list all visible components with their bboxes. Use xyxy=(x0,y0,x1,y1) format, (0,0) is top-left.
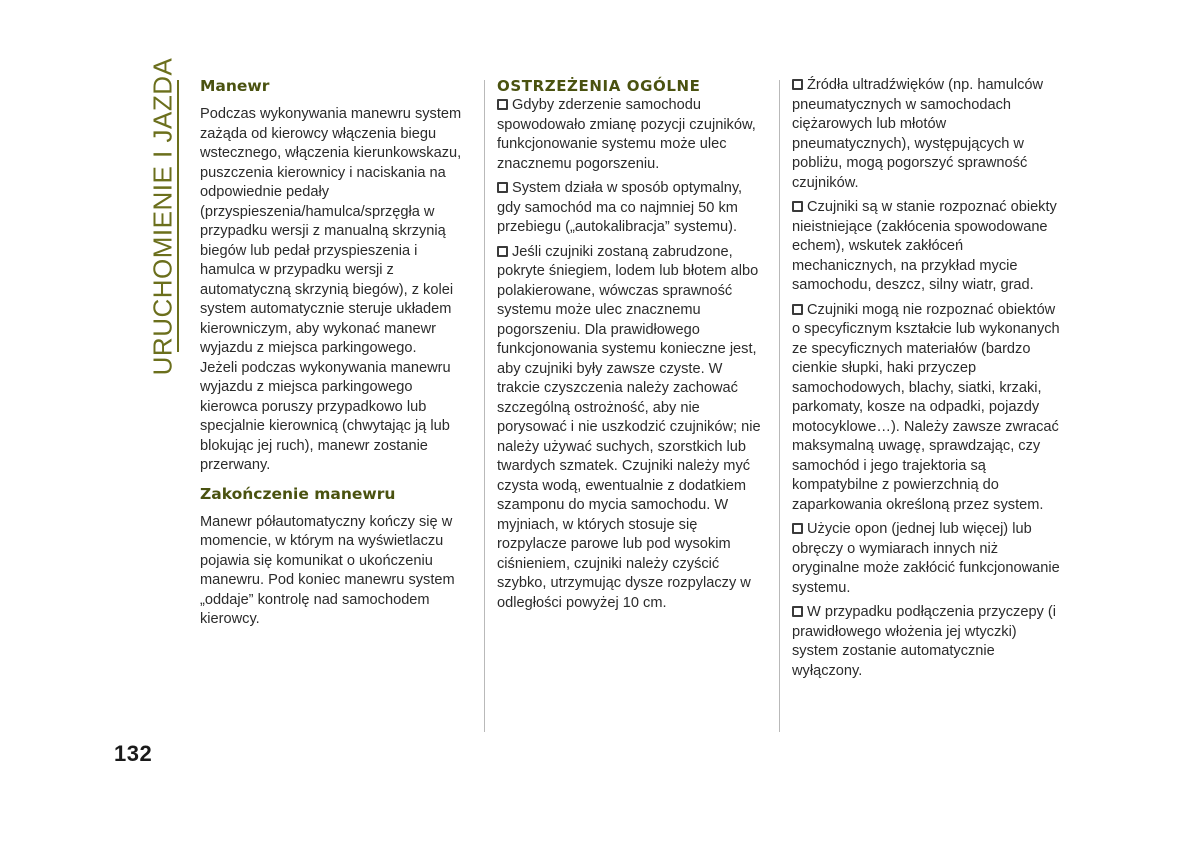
checkbox-bullet-icon xyxy=(792,523,803,534)
paragraph: Jeżeli podczas wykonywania manewru wyjazdu z miejsca parkingowego kierowca poruszy przypadkowo lub specjalnie kierownicą (chwytając ją lub blokując jej ruch), manewr zostanie przerwany. xyxy=(200,359,451,473)
paragraph: Podczas wykonywania manewru system zażąda od kierowcy włączenia biegu wstecznego, włączenia kierunkowskazu, puszczenia kierownicy i naciskania na odpowiednie pedały (przyspieszenia/hamulca/sprzęgła w przypadku wersji z manualną skrzynią biegów lub pedał przyspieszenia i hamulca w przypadku wersji z automatyczną skrzynią biegów), z kolei system automatycznie steruje układem kierowniczym, aby wykonać manewr wyjazdu z miejsca parkingowego. xyxy=(200,106,462,356)
section-heading-manewr: Manewr xyxy=(200,77,270,95)
column-1 xyxy=(200,76,472,630)
checkbox-bullet-icon xyxy=(792,304,803,315)
warning-item: Czujniki są w stanie rozpoznać obiekty nieistniejące (zakłócenia spowodowane echem), wskutek zakłóceń mechanicznych, na przykład mycie samochodu, deszcz, silny wiatr, grad. xyxy=(792,199,1057,293)
warning-item: Źródła ultradźwięków (np. hamulców pneumatycznych w samochodach ciężarowych lub młotów pneumatycznych), występujących w pobliżu, mogą pogorszyć sprawność czujników. xyxy=(792,77,1044,191)
warnings-heading: OSTRZEŻENIA OGÓLNE xyxy=(497,77,701,95)
chapter-title-text: URUCHOMIENIE I JAZDA xyxy=(147,57,178,375)
checkbox-bullet-icon xyxy=(792,79,803,90)
warning-item: Czujniki mogą nie rozpoznać obiektów o specyficznym kształcie lub wykonanych ze specyficznych materiałów (bardzo cienkie słupki, haki przyczep samochodowych, blachy, siatki, krzaki, parkomaty, kosze na odpadki, pojazdy motocyklowe…). Należy zawsze zwracać maksymalną uwagę, sprawdzając, czy samochód i jego trajektoria są kompatybilne z powierzchnią do zaparkowania określoną przez system. xyxy=(792,301,1060,513)
warning-item: Jeśli czujniki zostaną zabrudzone, pokryte śniegiem, lodem lub błotem albo polakierowane, wówczas sprawność systemu może ulec znacznemu pogorszeniu. Dla prawidłowego funkcjonowania systemu konieczne jest, aby czujniki były zawsze czyste. W trakcie czyszczenia należy zachować szczególną ostrożność, aby nie porysować i nie uszkodzić czujników; nie należy używać suchych, szorstkich lub twardych szmatek. Czujniki należy myć czysta wodą, ewentualnie z dodatkiem szamponu do mycia samochodu. W myjniach, w których stosuje się rozpylacze parowe lub pod wysokim ciśnieniem, czujniki należy czyścić szybko, utrzymując dysze rozpylaczy w odległości powyżej 10 cm. xyxy=(497,243,761,611)
checkbox-bullet-icon xyxy=(792,606,803,617)
warning-item: System działa w sposób optymalny, gdy samochód ma co najmniej 50 km przebiegu („autokalibracja” systemu). xyxy=(497,180,743,235)
chapter-side-rule xyxy=(177,80,179,352)
warning-item: W przypadku podłączenia przyczepy (i prawidłowego włożenia jej wtyczki) system zostanie automatycznie wyłączony. xyxy=(792,604,1057,679)
warning-item: Użycie opon (jednej lub więcej) lub obręczy o wymiarach innych niż oryginalne może zakłócić funkcjonowanie systemu. xyxy=(792,521,1060,596)
checkbox-bullet-icon xyxy=(497,246,508,257)
checkbox-bullet-icon xyxy=(497,99,508,110)
column-3 xyxy=(792,76,1064,686)
page-number: 132 xyxy=(114,741,153,766)
paragraph: Manewr półautomatyczny kończy się w momencie, w którym na wyświetlaczu pojawia się komunikat o ukończeniu manewru. Pod koniec manewru system „oddaje” kontrolę nad samochodem kierowcy. xyxy=(200,513,455,627)
warning-item: Gdyby zderzenie samochodu spowodowało zmianę pozycji czujników, funkcjonowanie systemu może ulec znacznemu pogorszeniu. xyxy=(497,97,756,172)
section-heading-zakonczenie: Zakończenie manewru xyxy=(200,484,396,503)
column-divider xyxy=(779,80,780,732)
column-divider xyxy=(484,80,485,732)
checkbox-bullet-icon xyxy=(497,182,508,193)
checkbox-bullet-icon xyxy=(792,201,803,212)
column-2 xyxy=(497,76,769,618)
